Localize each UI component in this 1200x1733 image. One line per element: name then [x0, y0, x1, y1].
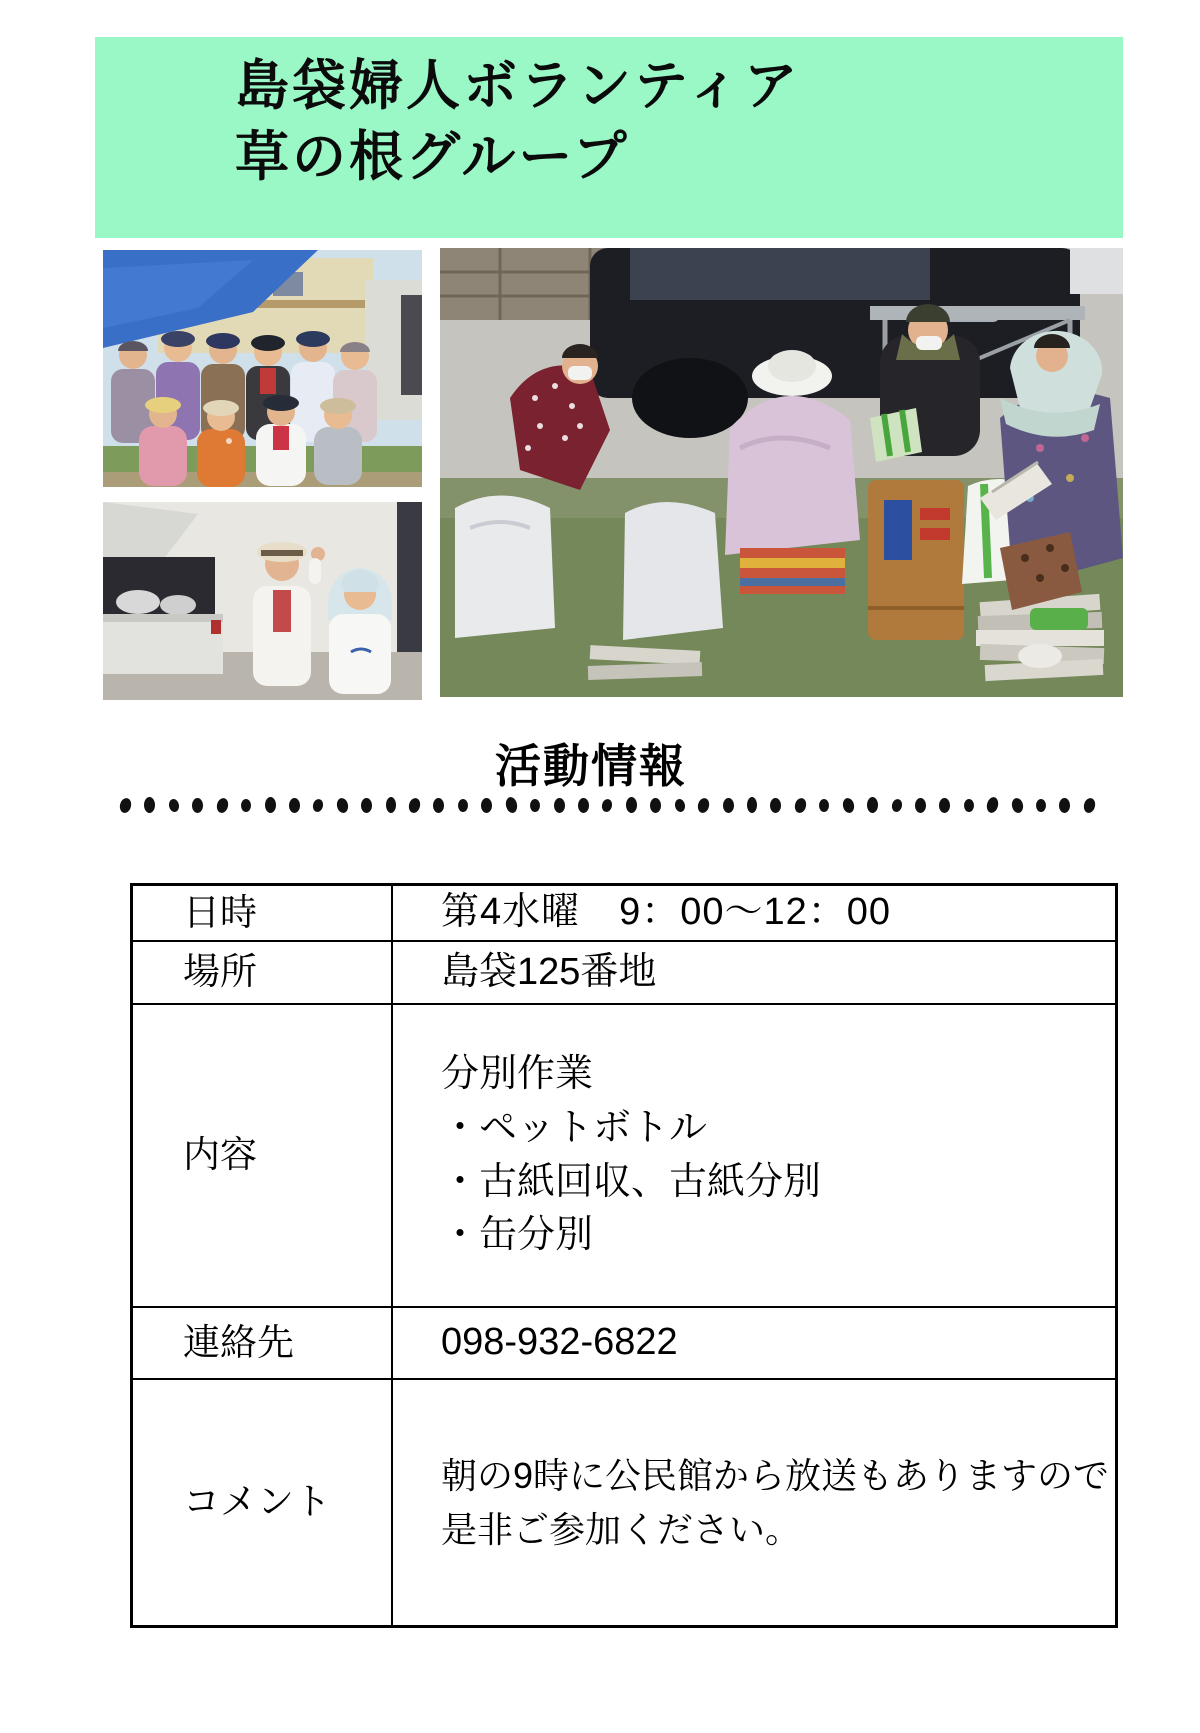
dot: [939, 798, 950, 813]
dot: [867, 797, 878, 813]
row-location-label: 場所: [133, 940, 393, 1003]
photo-group-illustration: [103, 250, 422, 487]
dot: [1059, 798, 1070, 813]
dot: [241, 799, 251, 812]
dot: [964, 799, 974, 812]
dot: [723, 798, 734, 813]
dot: [650, 798, 661, 813]
dotted-divider: [120, 796, 1095, 814]
dot: [696, 796, 710, 813]
dot: [312, 797, 325, 812]
photo-sorting-illustration: [440, 248, 1123, 697]
dot: [985, 796, 1000, 814]
dot: [144, 797, 155, 813]
dot: [215, 796, 229, 813]
dot: [890, 797, 903, 812]
dot: [118, 796, 132, 813]
group-title: [235, 51, 801, 194]
dot: [265, 797, 276, 813]
dot: [626, 797, 637, 813]
dot: [770, 798, 781, 813]
paper-bags: [868, 480, 964, 640]
dot: [289, 798, 300, 813]
group-title-line2: 草の根グループ: [235, 127, 630, 188]
dot: [819, 799, 829, 812]
row-comment-value: 朝の9時に公民館から放送もありますので 是非ご参加ください。: [393, 1378, 1115, 1625]
dot: [578, 798, 589, 813]
dot: [433, 798, 444, 813]
row-datetime-label: 日時: [133, 886, 393, 940]
person: [328, 568, 392, 694]
dot: [601, 797, 614, 812]
dot: [168, 798, 180, 813]
dot: [192, 798, 203, 813]
photo-group-volunteers: [103, 250, 422, 487]
dot: [504, 796, 518, 814]
dot: [1082, 796, 1096, 813]
dot: [386, 797, 396, 813]
dot: [793, 796, 807, 813]
dot: [481, 798, 492, 813]
section-heading-activity-info: 活動情報: [495, 740, 687, 792]
dot: [1010, 797, 1024, 814]
title-banner: [95, 37, 1123, 238]
group-title-line1: 島袋婦人ボランティア: [235, 56, 801, 116]
dot: [335, 797, 349, 814]
row-comment-label: コメント: [133, 1378, 393, 1625]
row-datetime-value: 第4水曜 9：00～12：00: [441, 891, 892, 934]
row-content-value: 分別作業 ・ペットボトル ・古紙回収、古紙分別 ・缶分別: [393, 1003, 1115, 1306]
row-contact-value: 098-932-6822: [393, 1306, 1115, 1378]
dot: [407, 796, 421, 813]
dot: [673, 798, 685, 813]
photo-newspaper-sorting: [440, 248, 1123, 697]
row-location-value: 島袋125番地: [393, 940, 1115, 1003]
dot: [841, 797, 855, 814]
dot: [530, 799, 540, 812]
dot: [747, 797, 757, 813]
row-content-label: 内容: [133, 1003, 393, 1306]
dot: [1036, 799, 1046, 812]
photo-pair-illustration: [103, 502, 422, 700]
dot: [361, 798, 372, 813]
activity-info-table: [130, 883, 1118, 1628]
dot: [554, 798, 565, 813]
row-contact-label: 連絡先: [133, 1306, 393, 1378]
dot: [458, 799, 468, 812]
dot: [915, 798, 926, 813]
photo-two-volunteers-car: [103, 502, 422, 700]
